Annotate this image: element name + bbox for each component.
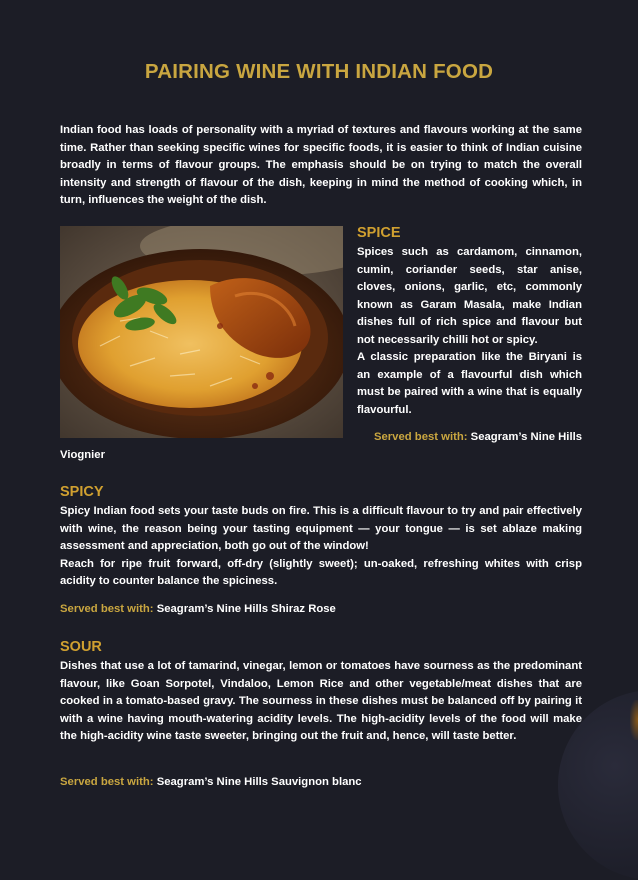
spice-paragraph-1: Spices such as cardamom, cinnamon, cumin, coriander seeds, star anise, cloves, onions, garlic, etc, commonly known as Garam Masala, make Indian dishes full of rich spice and flavour but not necessarily chilli hot or spicy. xyxy=(357,246,582,346)
spice-paragraph-2: A classic preparation like the Biryani is an example of a flavourful dish which must be paired with a wine that is equally flavourful. xyxy=(357,351,582,416)
sour-served-value: Seagram’s Nine Hills Sauvignon blanc xyxy=(156,776,362,788)
sour-heading: SOUR xyxy=(60,639,102,655)
spice-served-value: Seagram’s Nine Hills xyxy=(470,431,582,443)
spicy-served-label: Served best with: xyxy=(60,603,154,615)
spicy-served-value: Seagram’s Nine Hills Shiraz Rose xyxy=(156,603,336,615)
spice-served-label: Served best with: xyxy=(373,431,468,443)
spice-served-with xyxy=(357,431,582,443)
spice-served-value-cont: Viognier xyxy=(60,449,105,461)
background-glow-edge xyxy=(630,700,638,740)
spicy-paragraph-1: Spicy Indian food sets your taste buds on fire. This is a difficult flavour to try and pair effectively with wine, the reason being your tasting equipment — your tongue — is set ablaze making assessment and appreciation, both go out of the window! xyxy=(60,505,582,552)
page-title: PAIRING WINE WITH INDIAN FOOD xyxy=(144,60,494,83)
sour-section xyxy=(60,636,582,746)
sour-served-label: Served best with: xyxy=(60,776,154,788)
sour-served-with xyxy=(60,776,362,788)
biryani-photo xyxy=(60,226,343,438)
spicy-heading: SPICY xyxy=(60,484,104,500)
spicy-served-with xyxy=(60,603,336,615)
sour-paragraph: Dishes that use a lot of tamarind, vinegar, lemon or tomatoes have sourness as the predominant flavour, like Goan Sorpotel, Vindaloo, Lemon Rice and other vegetable/meat dishes that are cooked in a tomato-based gravy. The sourness in these dishes must be balanced off by pairing it with a wine having mouth-watering acidity levels. The high-acidity levels of the food will make the high-acidity wine taste sweeter, bringing out the fruit and, hence, will taste better. xyxy=(60,660,582,742)
spicy-section xyxy=(60,481,582,591)
spice-heading: SPICE xyxy=(357,225,401,241)
spicy-paragraph-2: Reach for ripe fruit forward, off-dry (slightly sweet); un-oaked, refreshing whites with crisp acidity to counter balance the spiciness. xyxy=(60,557,582,587)
spice-section xyxy=(357,222,582,419)
intro-paragraph: Indian food has loads of personality with a myriad of textures and flavours working at the same time. Rather than seeking specific wines for specific foods, it is easier to think of Indian cuisine broadly in terms of flavour groups. The emphasis should be on trying to match the overall intensity and strength of flavour of the dish, keeping in mind the method of cooking which, in turn, influences the weight of the dish. xyxy=(60,124,582,206)
